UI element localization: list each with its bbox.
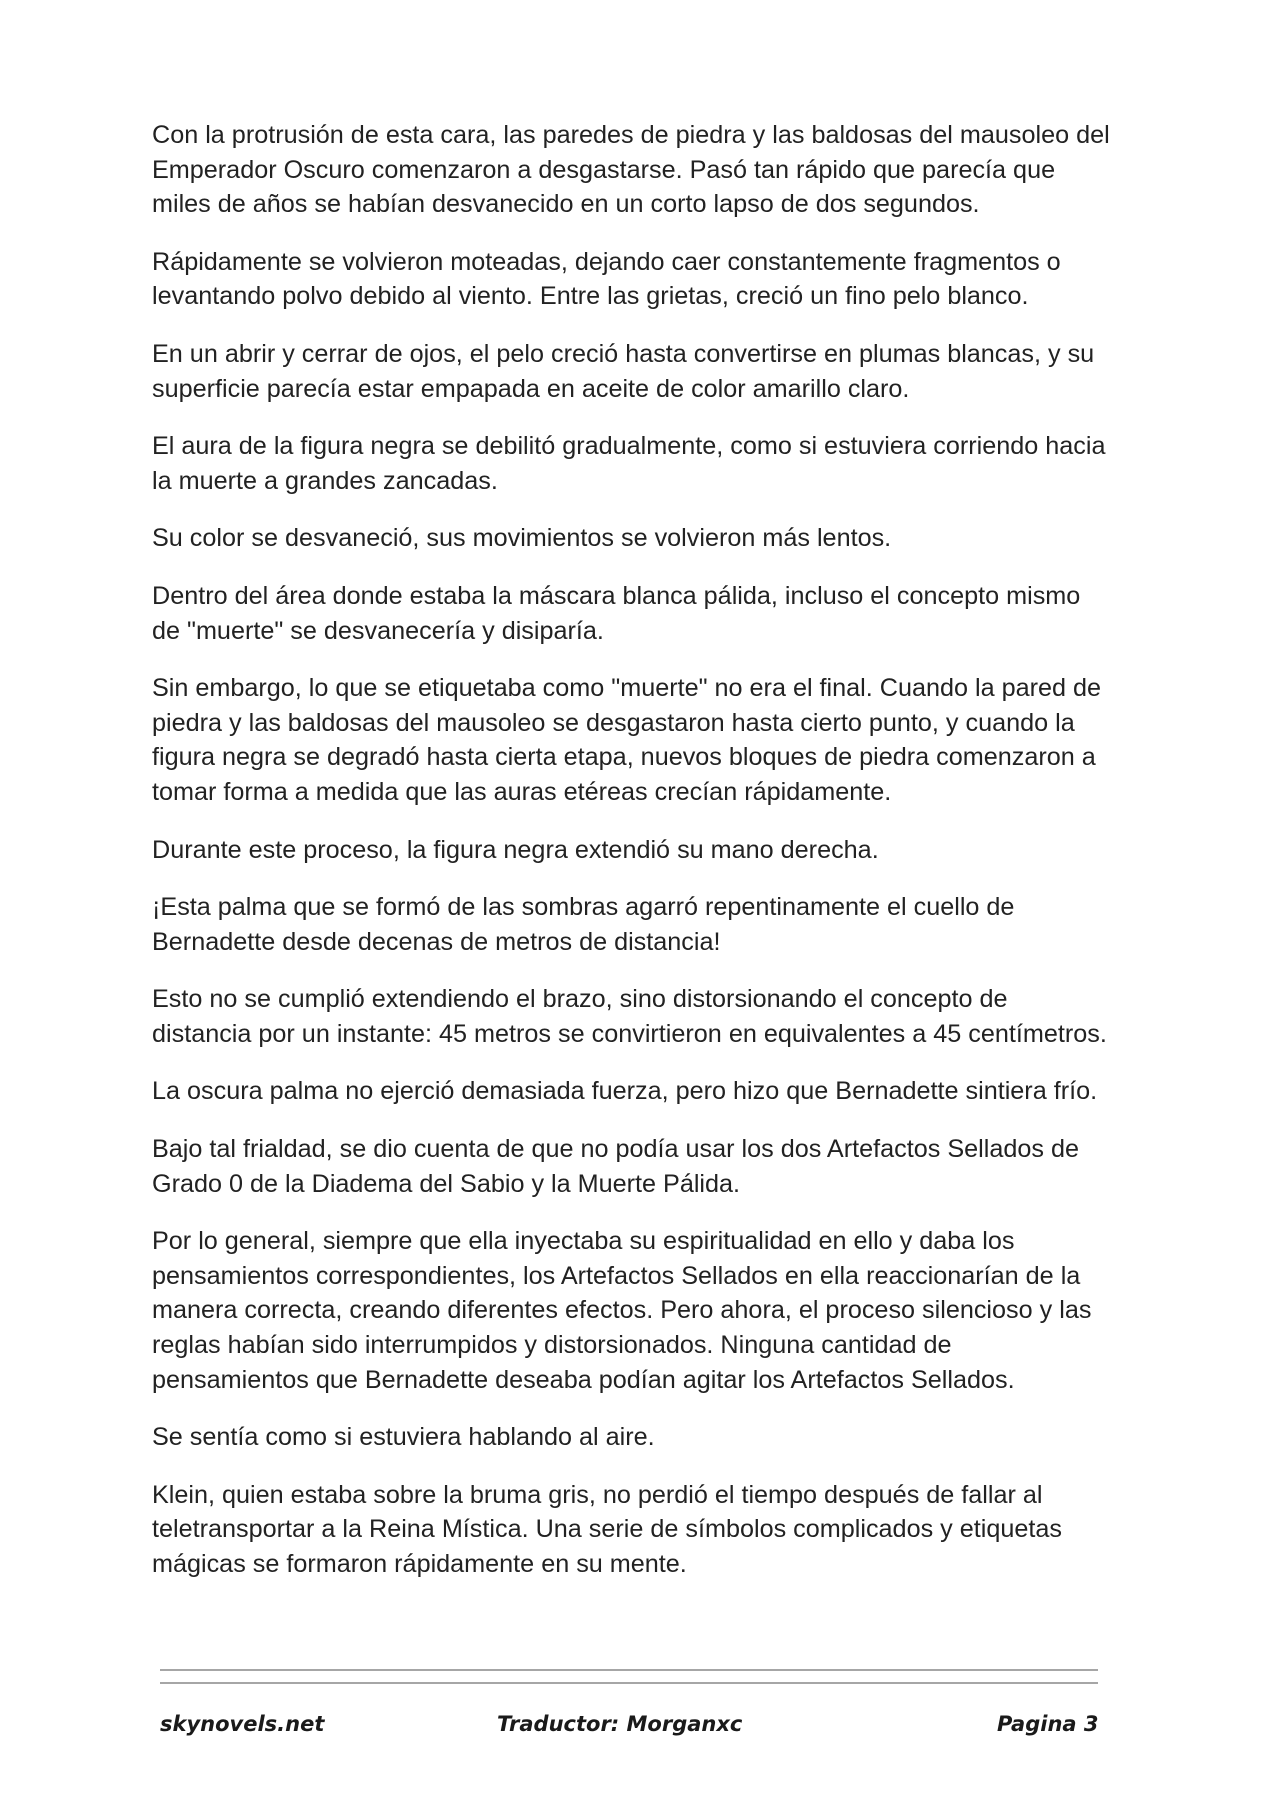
paragraph: En un abrir y cerrar de ojos, el pelo creció hasta convertirse en plumas blancas, y su superficie parecía estar empapada en aceite de color amarillo claro. bbox=[152, 339, 1095, 403]
footer-divider-top bbox=[160, 1669, 1098, 1671]
paragraph: Se sentía como si estuviera hablando al aire. bbox=[152, 1423, 655, 1452]
paragraph: Esto no se cumplió extendiendo el brazo, sino distorsionando el concepto de distancia por un instante: 45 metros se convirtieron en equivalentes a 45 centímetros. bbox=[152, 985, 1107, 1048]
paragraph: Por lo general, siempre que ella inyectaba su espiritualidad en ello y daba los pensamientos correspondientes, los Artefactos Sellados en ella reaccionarían de la manera correcta, creando diferentes efectos. Pero ahora, el proceso silencioso y las reglas habían sido interrumpidos y distorsionados. Ninguna cantidad de pensamientos que Bernadette deseaba podían agitar los Artefactos Sellados. bbox=[152, 1227, 1092, 1394]
paragraph: Con la protrusión de esta cara, las paredes de piedra y las baldosas del mausoleo del Emperador Oscuro comenzaron a desgastarse. Pasó tan rápido que parecía que miles de años se habían desvanecido en un corto lapso de dos segundos. bbox=[152, 121, 1110, 219]
paragraph: Rápidamente se volvieron moteadas, dejando caer constantemente fragmentos o levantando polvo debido al viento. Entre las grietas, creció un fino pelo blanco. bbox=[152, 247, 1061, 311]
footer-site: skynovels.net bbox=[160, 1712, 325, 1736]
paragraph: Su color se desvaneció, sus movimientos se volvieron más lentos. bbox=[152, 524, 892, 553]
footer-translator: Traductor: Morganxc bbox=[497, 1712, 743, 1736]
paragraph: ¡Esta palma que se formó de las sombras agarró repentinamente el cuello de Bernadette desde decenas de metros de distancia! bbox=[152, 893, 1015, 956]
paragraph: Durante este proceso, la figura negra extendió su mano derecha. bbox=[152, 835, 879, 864]
paragraph: Sin embargo, lo que se etiquetaba como "muerte" no era el final. Cuando la pared de piedra y las baldosas del mausoleo se desgastaron hasta cierto punto, y cuando la figura negra se degradó hasta cierta etapa, nuevos bloques de piedra comenzaron a tomar forma a medida que las auras etéreas crecían rápidamente. bbox=[152, 674, 1102, 806]
footer-page-number: Pagina 3 bbox=[997, 1712, 1099, 1736]
paragraph: La oscura palma no ejerció demasiada fuerza, pero hizo que Bernadette sintiera frío. bbox=[152, 1077, 1098, 1106]
paragraph: El aura de la figura negra se debilitó gradualmente, como si estuviera corriendo hacia la muerte a grandes zancadas. bbox=[152, 432, 1106, 495]
paragraph: Klein, quien estaba sobre la bruma gris, no perdió el tiempo después de fallar al teletransportar a la Reina Mística. Una serie de símbolos complicados y etiquetas mágicas se formaron rápidamente en su mente. bbox=[152, 1480, 1062, 1578]
chapter-body bbox=[152, 118, 1112, 1605]
paragraph: Bajo tal frialdad, se dio cuenta de que no podía usar los dos Artefactos Sellados de Grado 0 de la Diadema del Sabio y la Muerte Pálida. bbox=[152, 1135, 1079, 1198]
paragraph: Dentro del área donde estaba la máscara blanca pálida, incluso el concepto mismo de "muerte" se desvanecería y disiparía. bbox=[152, 581, 1081, 645]
footer-divider-bottom bbox=[160, 1682, 1098, 1684]
